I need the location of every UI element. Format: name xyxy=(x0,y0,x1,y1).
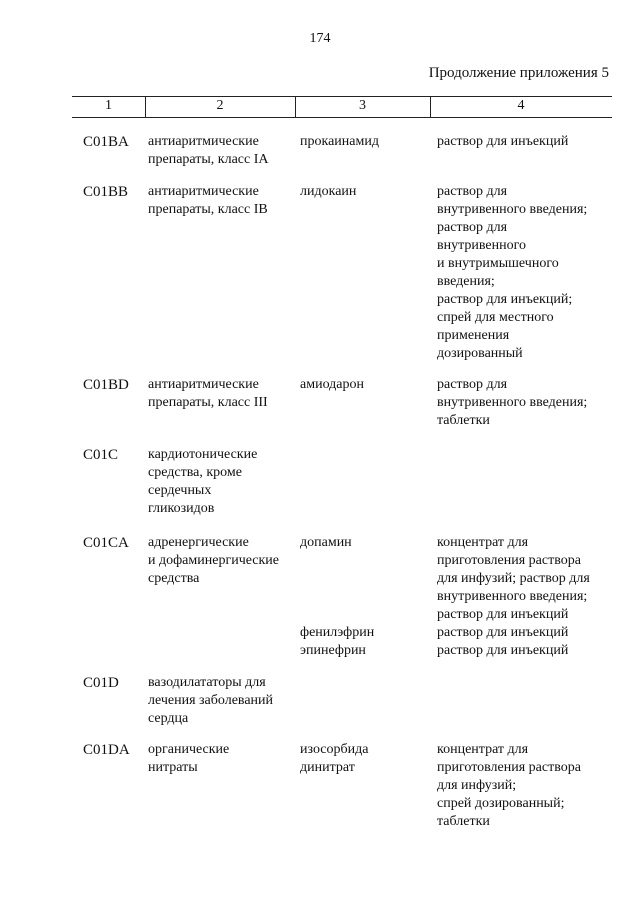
atc-code: C01BA xyxy=(83,134,129,150)
dosage-form-line: приготовления раствора xyxy=(437,760,581,775)
pharmacological-group-line: антиаритмические xyxy=(148,377,259,392)
dosage-form-line: внутривенного xyxy=(437,238,527,253)
header-divider xyxy=(295,97,296,117)
atc-code: C01DA xyxy=(83,742,130,758)
pharmacological-group-line: средства, кроме xyxy=(148,465,242,480)
pharmacological-group-line: препараты, класс IA xyxy=(148,152,269,167)
appendix-note: Продолжение приложения 5 xyxy=(428,65,609,81)
dosage-form-line: внутривенного введения; xyxy=(437,202,588,217)
drug-name-line: амиодарон xyxy=(300,377,364,392)
drug-name-line: динитрат xyxy=(300,760,355,775)
table-header xyxy=(72,96,612,118)
pharmacological-group-line: средства xyxy=(148,571,200,586)
pharmacological-group-line: органические xyxy=(148,742,230,757)
pharmacological-group-line: адренергические xyxy=(148,535,249,550)
page-number: 174 xyxy=(309,31,331,46)
drug-name-line: изосорбида xyxy=(300,742,369,757)
atc-code: C01C xyxy=(83,447,119,463)
header-divider xyxy=(430,97,431,117)
dosage-form-line: раствор для xyxy=(437,377,508,392)
dosage-form-line: раствор для xyxy=(437,220,508,235)
dosage-form-line: концентрат для xyxy=(437,742,529,757)
pharmacological-group-line: сердечных xyxy=(148,483,212,498)
dosage-form-line: применения xyxy=(437,328,510,343)
drug-name xyxy=(300,183,430,201)
drug-name-line xyxy=(300,588,430,606)
dosage-form-line: раствор для инъекций xyxy=(437,607,569,622)
pharmacological-group xyxy=(148,674,298,728)
dosage-form xyxy=(437,183,617,363)
pharmacological-group xyxy=(148,376,298,412)
dosage-form-line: спрей для местного xyxy=(437,310,554,325)
drug-name-line: лидокаин xyxy=(300,184,357,199)
dosage-form-line: внутривенного введения; xyxy=(437,395,588,410)
pharmacological-group xyxy=(148,741,298,777)
dosage-form-line: раствор для инъекций xyxy=(437,643,569,658)
drug-name-line xyxy=(300,606,430,624)
dosage-form-line: и внутримышечного xyxy=(437,256,559,271)
pharmacological-group-line: препараты, класс III xyxy=(148,395,268,410)
pharmacological-group-line: антиаритмические xyxy=(148,134,259,149)
pharmacological-group-line: нитраты xyxy=(148,760,198,775)
dosage-form-line: раствор для инъекций; xyxy=(437,292,573,307)
dosage-form-line: для инфузий; раствор для xyxy=(437,571,590,586)
dosage-form-line: таблетки xyxy=(437,413,490,428)
dosage-form-line: раствор для xyxy=(437,184,508,199)
drug-name-line: фенилэфрин xyxy=(300,625,375,640)
dosage-form-line: концентрат для xyxy=(437,535,529,550)
pharmacological-group-line: препараты, класс IB xyxy=(148,202,268,217)
pharmacological-group-line: и дофаминергические xyxy=(148,553,280,568)
dosage-form-line: дозированный xyxy=(437,346,523,361)
pharmacological-group-line: лечения заболеваний xyxy=(148,693,274,708)
dosage-form xyxy=(437,741,617,831)
dosage-form-line: введения; xyxy=(437,274,495,289)
dosage-form-line: раствор для инъекций xyxy=(437,134,569,149)
dosage-form-line: спрей дозированный; xyxy=(437,796,565,811)
dosage-form-line: таблетки xyxy=(437,814,490,829)
dosage-form-line: приготовления раствора xyxy=(437,553,581,568)
header-col-3: 3 xyxy=(359,98,366,113)
drug-name xyxy=(300,133,430,151)
header-col-1: 1 xyxy=(105,98,112,113)
pharmacological-group-line: антиаритмические xyxy=(148,184,259,199)
pharmacological-group xyxy=(148,446,298,518)
pharmacological-group xyxy=(148,183,298,219)
drug-name-line: допамин xyxy=(300,535,352,550)
dosage-form-line: для инфузий; xyxy=(437,778,517,793)
drug-name-line: эпинефрин xyxy=(300,643,366,658)
header-col-2: 2 xyxy=(216,98,224,113)
pharmacological-group-line: сердца xyxy=(148,711,189,726)
drug-name-line: прокаинамид xyxy=(300,134,379,149)
dosage-form xyxy=(437,534,617,660)
atc-code: C01BB xyxy=(83,184,129,200)
drug-name xyxy=(300,741,430,777)
header-col-4: 4 xyxy=(517,98,525,113)
drug-name xyxy=(300,534,430,660)
atc-code: C01CA xyxy=(83,535,129,551)
header-divider xyxy=(145,97,146,117)
atc-code: C01BD xyxy=(83,377,129,393)
dosage-form-line: внутривенного введения; xyxy=(437,589,588,604)
drug-name-line xyxy=(300,570,430,588)
dosage-form xyxy=(437,133,617,151)
pharmacological-group xyxy=(148,534,298,588)
atc-code: C01D xyxy=(83,675,119,691)
pharmacological-group-line: гликозидов xyxy=(148,501,215,516)
drug-name-line xyxy=(300,552,430,570)
pharmacological-group-line: кардиотонические xyxy=(148,447,258,462)
drug-name xyxy=(300,376,430,394)
pharmacological-group xyxy=(148,133,298,169)
dosage-form xyxy=(437,376,617,430)
dosage-form-line: раствор для инъекций xyxy=(437,625,569,640)
pharmacological-group-line: вазодилататоры для xyxy=(148,675,266,690)
